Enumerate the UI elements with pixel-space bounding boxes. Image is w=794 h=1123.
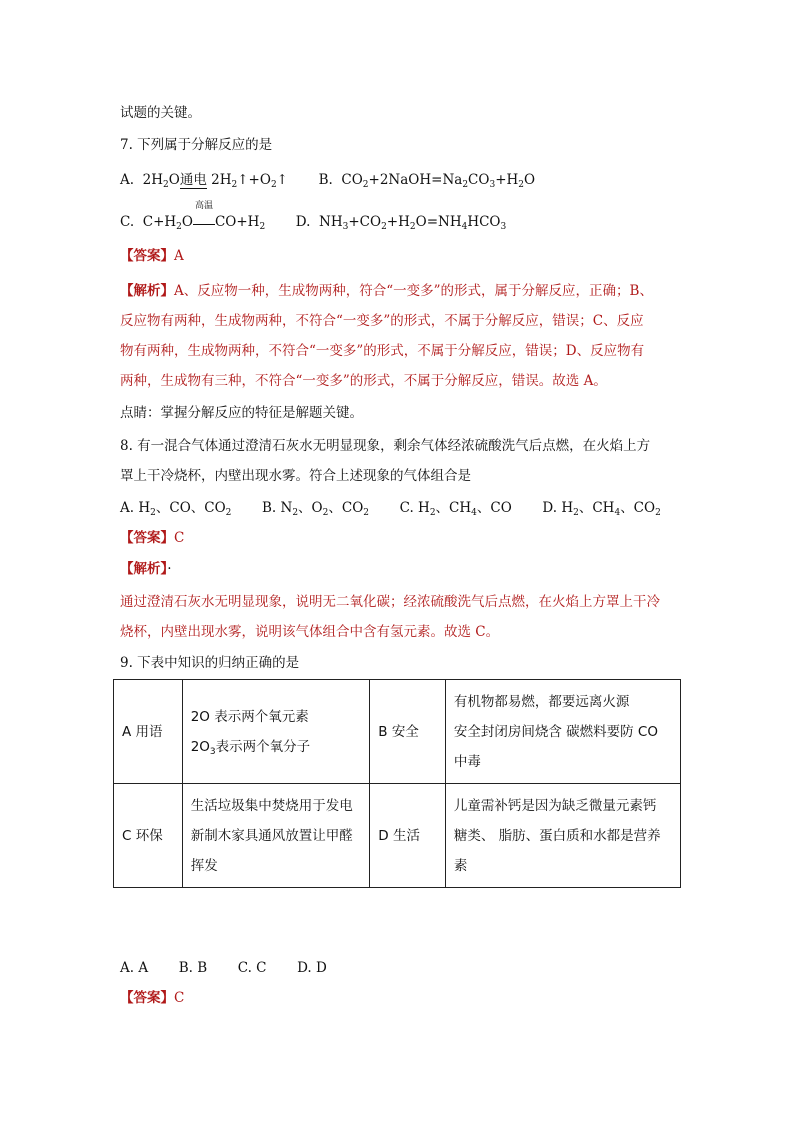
table-cell-a-label: A 用语 (114, 680, 183, 784)
table-cell-c-content: 生活垃圾集中焚烧用于发电 新制木家具通风放置让甲醛 挥发 (182, 784, 370, 888)
q7-optA: A. $2H_2O$通电 $2H_2↑+O_2↑$ (120, 172, 288, 190)
q9-stem: 9. 下表中知识的归纳正确的是 (120, 655, 300, 671)
q9-answer: 【答案】C (120, 990, 185, 1006)
q7-optB: B. $CO_2+2NaOH=Na_2CO_3+H_2O$ (318, 172, 536, 190)
q9-optA: A. A (120, 960, 149, 976)
q7-options-row2 (120, 201, 507, 232)
previous-text-line: 试题的关键。 (120, 105, 201, 121)
q8-stem-line1: 8. 有一混合气体通过澄清石灰水无明显现象，剩余气体经浓硫酸洗气后点燃，在火焰上方 (120, 438, 651, 454)
q8-analysis-line1: 通过澄清石灰水无明显现象，说明无二氧化碳；经浓硫酸洗气后点燃，在火焰上方罩上干冷 (120, 594, 660, 610)
q7-analysis-line2: 反应物有两种，生成物两种，不符合“一变多”的形式，不属于分解反应，错误；C、反应 (120, 313, 644, 329)
q8-optD: D. $H_2$、$CH_4$、$CO_2$ (542, 500, 661, 518)
q8-analysis-tag: 【解析】· (120, 561, 172, 577)
q8-optC: C. $H_2$、$CH_4$、CO (399, 500, 512, 518)
q7-stem: 7. 下列属于分解反应的是 (120, 137, 273, 153)
knowledge-table (113, 679, 681, 888)
q7-analysis-line4: 两种，生成物有三种，不符合“一变多”的形式，不属于分解反应，错误。故选 A。 (120, 373, 607, 389)
high-temp-condition: 高温 (193, 212, 215, 232)
table-row (114, 680, 681, 784)
q8-stem-line2: 罩上干冷烧杯，内壁出现水雾。符合上述现象的气体组合是 (120, 468, 471, 484)
table-row (114, 784, 681, 888)
q7-analysis-line3: 物有两种，生成物两种，不符合“一变多”的形式，不属于分解反应，错误；D、反应物有 (120, 343, 645, 359)
q8-optB: B. $N_2$、$O_2$、$CO_2$ (261, 500, 369, 518)
q7-optD: D. $NH_3+CO_2+H_2O=NH_4HCO_3$ (295, 214, 507, 232)
q7-note: 点睛：掌握分解反应的特征是解题关键。 (120, 405, 363, 421)
q7-optC: C. $C+H_2O$ 高温 $CO+H_2$ (120, 201, 266, 232)
q7-analysis-line1: 【解析】A、反应物一种，生成物两种，符合“一变多”的形式，属于分解反应，正确；B、 (120, 283, 653, 299)
q7-answer: 【答案】A (120, 248, 184, 264)
table-cell-c-label: C 环保 (114, 784, 183, 888)
table-cell-d-content: 儿童需补钙是因为缺乏微量元素钙 糖类、 脂肪、蛋白质和水都是营养 素 (445, 784, 680, 888)
q8-options (120, 498, 661, 518)
q9-optD: D. D (297, 960, 327, 976)
q7-options-row1 (120, 170, 535, 190)
table-cell-d-label: D 生活 (370, 784, 446, 888)
table-cell-b-content: 有机物都易燃，都要远离火源 安全封闭房间烧含 碳燃料要防 CO 中毒 (445, 680, 680, 784)
table-cell-a-content: 2O 表示两个氧元素 $2O_3$表示两个氧分子 (182, 680, 370, 784)
q9-optC: C. C (237, 960, 267, 976)
q8-answer: 【答案】C (120, 530, 185, 546)
q9-options (120, 958, 327, 978)
q8-optA: A. $H_2$、CO、$CO_2$ (120, 500, 232, 518)
electrolysis-condition: 通电 (179, 172, 207, 188)
q8-analysis-line2: 烧杯，内壁出现水雾，说明该气体组合中含有氢元素。故选 C。 (120, 624, 500, 640)
table-cell-b-label: B 安全 (370, 680, 446, 784)
q9-optB: B. B (178, 960, 208, 976)
